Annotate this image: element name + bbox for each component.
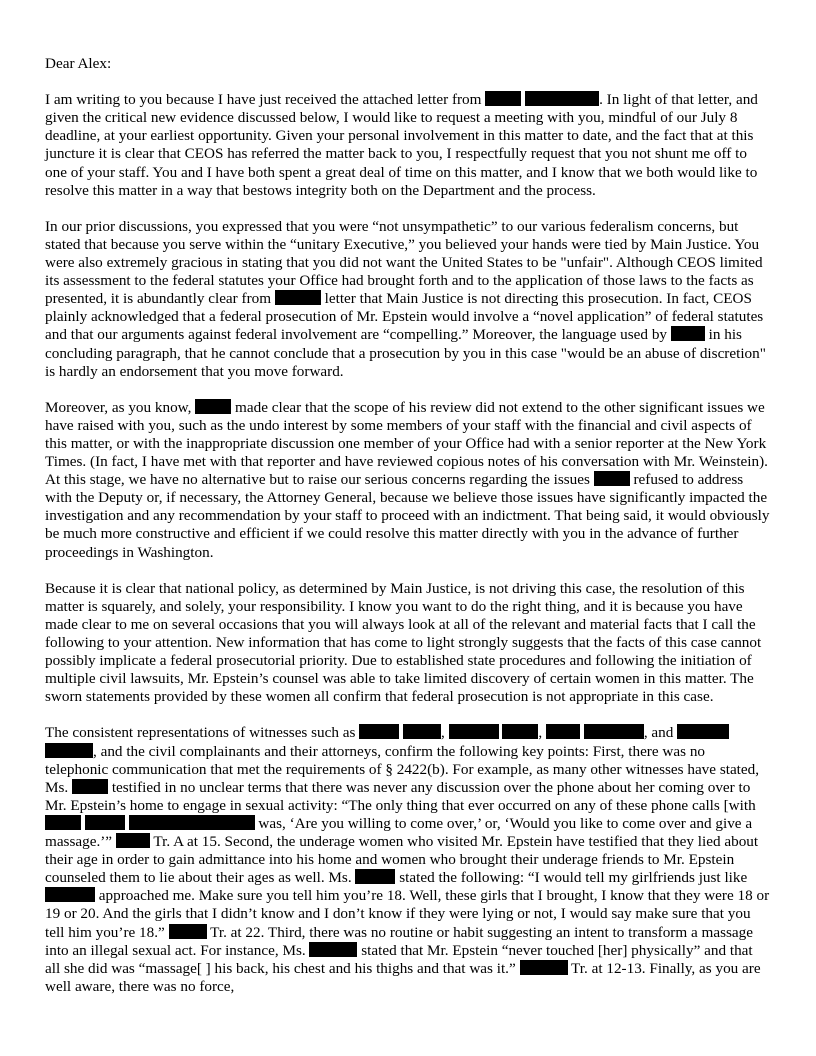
redaction-box [525, 91, 599, 106]
redaction-box [359, 724, 399, 739]
paragraph-1 [45, 91, 771, 200]
redaction-box [671, 326, 705, 341]
paragraph-5-text-e: Tr. A at 15. Second, the underage women who visited Mr. Epstein have testified that they lied about their age in order to gain admittance into his home and women who brought their underage friends to Mr. Epstein counseled them to lie about their ages as well. Ms. [45, 833, 759, 887]
redaction-box [584, 724, 644, 739]
letter-page [45, 55, 771, 1014]
redaction-box [485, 91, 521, 106]
paragraph-5-text-g: approached me. Make sure you tell him you’re 18. Well, these girls that I brought, I know that they were 18 or 19 or 20. And the girls that I didn’t know and I don’t know if they were lying or not, I would say make sure that you tell him you’re 18.” [45, 887, 770, 941]
redaction-box [594, 471, 630, 486]
redaction-box [546, 724, 580, 739]
redaction-box [116, 833, 150, 848]
comma: , [538, 724, 543, 742]
and-separator: , and [643, 724, 674, 742]
redaction-box [85, 815, 125, 830]
paragraph-5-text-d: was, ‘Are you willing to come over,’ or, ‘Would you like to come over and give a massage.’” [45, 814, 753, 851]
paragraph-5-text-f: stated the following: “I would tell my girlfriends just like [399, 869, 748, 887]
redaction-box [449, 724, 499, 739]
redaction-box [502, 724, 538, 739]
redaction-box [45, 815, 81, 830]
redaction-box [403, 724, 441, 739]
redaction-box [72, 779, 108, 794]
redaction-box [195, 399, 231, 414]
paragraph-3-text-a: Moreover, as you know, [45, 398, 192, 416]
paragraph-4 [45, 580, 771, 707]
salutation: Dear Alex: [45, 55, 112, 72]
redaction-box [45, 887, 95, 902]
paragraph-4-text: Because it is clear that national policy, as determined by Main Justice, is not driving this case, the resolution of this matter is squarely, and solely, your responsibility. I know you want to do the right thing, and it is because you have made clear to me on several occasions that you will always look at all of the relevant and material facts that I call the following to your attention. New information that has come to light strongly suggests that the facts of this case cannot possibly implicate a federal prosecutorial priority. Due to established state procedures and following the initiation of multiple civil lawsuits, Mr. Epstein’s counsel was able to take limited discovery of certain women in this matter. The sworn statements provided by these women all confirm that federal prosecution is not appropriate in this case. [45, 579, 762, 706]
redaction-box [45, 743, 93, 758]
paragraph-3-text-c: refused to address with the Deputy or, if necessary, the Attorney General, because we believe those issues have significantly impacted the investigation and any recommendation by your staff to proceed with an indictment. That being said, it would obviously be much more constructive and efficient if we could resolve this matter directly with you in the advance of further proceedings in Washington. [45, 471, 770, 561]
paragraph-2 [45, 218, 771, 381]
redaction-box [520, 960, 568, 975]
paragraph-5-text-a: The consistent representations of witnesses such as [45, 724, 356, 742]
redaction-box [169, 924, 207, 939]
paragraph-5-text-i: stated that Mr. Epstein “never touched [her] physically” and that all she did was “massage[ ] his back, his chest and his thighs and that was it.” [45, 941, 753, 977]
paragraph-2-text-c: in his concluding paragraph, that he cannot conclude that a prosecution by you in this case "would be an abuse of discretion" is hardly an endorsement that you move forward. [45, 326, 766, 380]
paragraph-5-text-c: testified in no unclear terms that there was never any discussion over the phone about her coming over to Mr. Epstein’s home to engage in sexual activity: “The only thing that ever occurred on any of these phone calls [with [45, 778, 756, 814]
paragraph-5-text-j: Tr. at 12-13. Finally, as you are well aware, there was no force, [45, 959, 761, 995]
paragraph-2-text-b: letter that Main Justice is not directing this prosecution. In fact, CEOS plainly acknowledged that a federal prosecution of Mr. Epstein would involve a “novel application” of federal statutes and that our arguments against federal involvement are “compelling.” Moreover, the language used by [45, 290, 764, 344]
paragraph-2-text-a: In our prior discussions, you expressed that you were “not unsympathetic” to our various federalism concerns, but stated that because you serve within the “unitary Executive,” you believed your hands were tied by Main Justice. You were also extremely gracious in stating that you did not want the United States to be "unfair". Although CEOS limited its assessment to the federal statutes your Office had brought forth and to the application of those laws to the facts as presented, it is abundantly clear from [45, 217, 763, 308]
redaction-box [129, 815, 255, 830]
paragraph-5 [45, 724, 771, 995]
redaction-box [309, 942, 357, 957]
paragraph-5-text-b: , and the civil complainants and their attorneys, confirm the following key points: First, there was no telephonic communication that met the requirements of § 2422(b). For example, as many other witnesses have stated, Ms. [45, 742, 760, 796]
redaction-box [677, 724, 729, 739]
paragraph-1-text-b: . In light of that letter, and given the critical new evidence discussed below, I would like to request a meeting with you, mindful of our July 8 deadline, at your earliest opportunity. Given your personal involvement in this matter to date, and the fact that at this juncture it is clear that CEOS has referred the matter back to you, I respectfully request that you not shunt me off to one of your staff. You and I have both spent a great deal of time on this matter, and I know that we both would like to resolve this matter in a way that bestows integrity both on the Department and the process. [45, 91, 758, 199]
comma: , [441, 724, 445, 742]
paragraph-3 [45, 399, 771, 562]
redaction-box [275, 290, 321, 305]
redaction-box [355, 869, 395, 884]
paragraph-1-text-a: I am writing to you because I have just received the attached letter from [45, 91, 482, 109]
paragraph-5-text-h: Tr. at 22. Third, there was no routine or habit suggesting an intent to transform a massage into an illegal sexual act. For instance, Ms. [45, 923, 753, 959]
paragraph-3-text-b: made clear that the scope of his review did not extend to the other significant issues we have raised with you, such as the undo interest by some members of your staff with the financial and civil aspects of this matter, or with the inappropriate discussion one member of your Office had with a senior reporter at the New York Times. (In fact, I have met with that reporter and have reviewed copious notes of his conversation with Mr. Weinstein). At this stage, we have no alternative but to raise our serious concerns regarding the issues [45, 398, 768, 489]
